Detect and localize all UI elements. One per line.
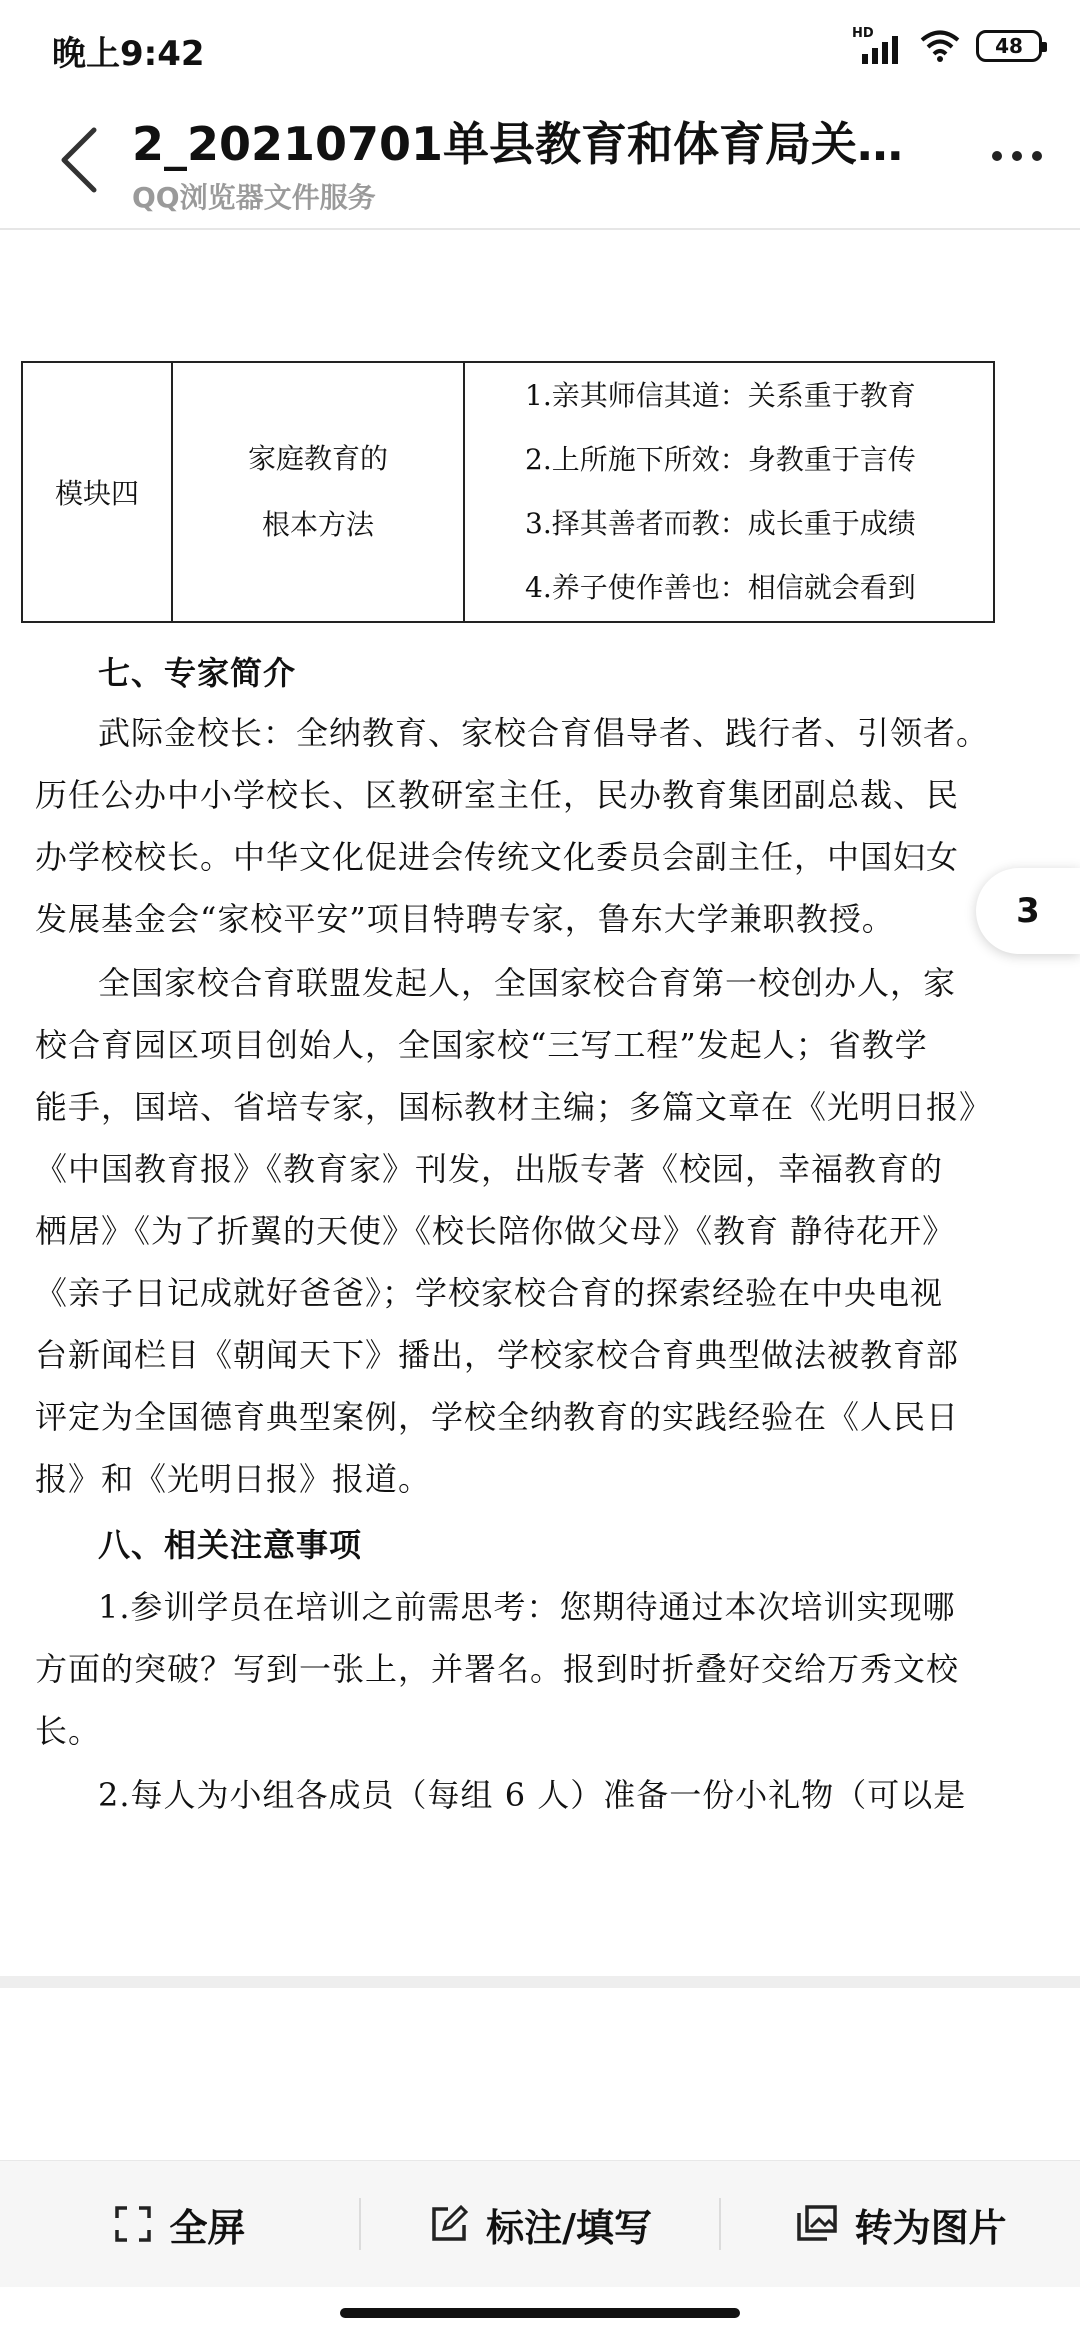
document-title: 2_20210701单县教育和体育局关…	[132, 117, 904, 171]
topic-line: 家庭教育的	[247, 442, 388, 475]
table-item: 1.亲其师信其道：关系重于教育	[525, 379, 916, 412]
body-line: 《中国教育报》《教育家》刊发，出版专著《校园，幸福教育的	[35, 1150, 944, 1188]
module-cell: 模块四	[22, 362, 172, 622]
fullscreen-icon	[113, 2204, 153, 2244]
signal-icon	[852, 26, 904, 66]
body-line: 《亲子日记成就好爸爸》；学校家校合育的探索经验在中央电视	[35, 1274, 944, 1312]
document-page[interactable]	[0, 230, 1080, 1980]
body-line: 历任公办中小学校长、区教研室主任，民办教育集团副总裁、民	[35, 776, 960, 814]
topic-line: 根本方法	[261, 508, 374, 541]
more-dot-icon	[1032, 151, 1042, 161]
items-cell	[464, 362, 994, 622]
more-dot-icon	[992, 151, 1002, 161]
body-line: 发展基金会“家校平安”项目特聘专家，鲁东大学兼职教授。	[35, 900, 895, 938]
body-line: 武际金校长：全纳教育、家校合育倡导者、践行者、引领者。	[98, 714, 990, 752]
hd-label: HD	[852, 26, 874, 41]
document-source: QQ浏览器文件服务	[132, 181, 376, 214]
table-item: 4.养子使作善也：相信就会看到	[525, 571, 916, 604]
back-button[interactable]	[48, 120, 118, 200]
more-options-button[interactable]	[984, 136, 1050, 176]
body-line: 办学校校长。中华文化促进会传统文化委员会副主任，中国妇女	[35, 838, 960, 876]
body-line: 校合育园区项目创始人，全国家校“三写工程”发起人；省教学	[35, 1026, 928, 1064]
table-item: 3.择其善者而教：成长重于成绩	[525, 507, 916, 540]
more-dot-icon	[1012, 151, 1022, 161]
table-item: 2.上所施下所效：身教重于言传	[525, 443, 916, 476]
body-line: 报》和《光明日报》报道。	[35, 1460, 432, 1498]
app-header	[0, 96, 1080, 230]
convert-to-image-button[interactable]	[721, 2161, 1080, 2287]
wifi-icon	[920, 29, 960, 63]
section-heading: 七、专家简介	[98, 654, 297, 692]
page-separator	[0, 1976, 1080, 1988]
status-time: 晚上9:42	[52, 34, 205, 74]
topic-cell	[172, 362, 464, 622]
curriculum-table	[21, 361, 995, 623]
bottom-toolbar	[0, 2160, 1080, 2287]
convert-to-image-label: 转为图片	[854, 2205, 1007, 2250]
edit-icon	[428, 2203, 470, 2245]
body-line: 能手，国培、省培专家，国标教材主编；多篇文章在《光明日报》	[35, 1088, 993, 1126]
body-line: 评定为全国德育典型案例，学校全纳教育的实践经验在《人民日	[35, 1398, 960, 1436]
status-bar	[0, 0, 1080, 96]
battery-icon	[976, 30, 1042, 62]
body-line: 台新闻栏目《朝闻天下》播出，学校家校合育典型做法被教育部	[35, 1336, 960, 1374]
body-line: 1.参训学员在培训之前需思考：您期待通过本次培训实现哪	[98, 1588, 956, 1626]
home-indicator[interactable]	[340, 2308, 740, 2318]
chevron-left-icon	[48, 120, 118, 200]
fullscreen-button[interactable]	[0, 2161, 359, 2287]
image-convert-icon	[795, 2203, 839, 2245]
body-line: 长。	[35, 1712, 102, 1750]
status-icons	[852, 26, 1042, 66]
page-number-badge: 3	[976, 868, 1080, 954]
fullscreen-label: 全屏	[169, 2205, 246, 2250]
section-heading: 八、相关注意事项	[98, 1526, 363, 1564]
body-line: 栖居》《为了折翼的天使》《校长陪你做父母》《教育 静待花开》	[35, 1212, 956, 1250]
body-line: 方面的突破？写到一张上，并署名。报到时折叠好交给万秀文校	[35, 1650, 960, 1688]
annotate-label: 标注/填写	[486, 2205, 652, 2250]
table-row	[22, 362, 994, 622]
annotate-button[interactable]	[361, 2161, 720, 2287]
body-line: 2.每人为小组各成员（每组 6 人）准备一份小礼物（可以是	[98, 1776, 967, 1814]
battery-level: 48	[995, 34, 1023, 58]
body-line: 全国家校合育联盟发起人，全国家校合育第一校创办人，家	[98, 964, 957, 1002]
